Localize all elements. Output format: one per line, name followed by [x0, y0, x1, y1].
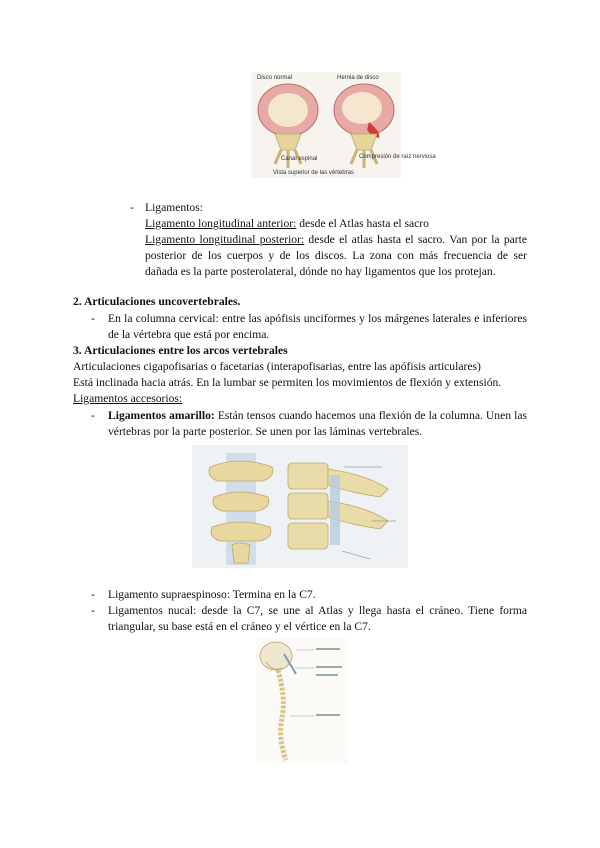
ligamento-supraespinoso-item: Ligamento supraespinoso: Termina en la C7. [108, 588, 316, 601]
ligamento-nucal-item: Ligamentos nucal: desde la C7, se une al Atlas y llega hasta el cráneo. Tiene forma triangular, su base está en el cráneo y el vértice en la C7. [108, 604, 527, 633]
section-2-heading: 2. Articulaciones uncovertebrales. [73, 295, 241, 308]
list-dash: - [91, 409, 95, 422]
list-dash: - [91, 312, 95, 325]
nuchal-ligament-figure [256, 638, 348, 764]
ligamento-posterior-text: desde el atlas hasta el sacro. Van por la parte posterior de los cuerpos y de los discos. La zona con más frecuencia de ser dañada es la parte posterolateral, dónde no hay ligamentos que los protejan. [145, 233, 527, 278]
ligamento-posterior-name: Ligamento longitudinal posterior: [145, 233, 305, 246]
ligamentum-flavum-figure [192, 445, 408, 568]
label-nerve-compression: Compresión de raíz nerviosa [359, 154, 436, 160]
section-3-line-2: Está inclinada hacia atrás. En la lumbar se permiten los movimientos de flexión y extensión. [73, 376, 502, 389]
label-normal-disc: Disco normal [257, 75, 293, 81]
accessory-ligaments-heading: Ligamentos accesorios: [73, 392, 183, 405]
ligamento-anterior-name: Ligamento longitudinal anterior: [145, 217, 297, 230]
list-dash: - [91, 604, 95, 617]
label-spinal-canal: Canal espinal [281, 156, 318, 162]
ligamento-amarillo-item [108, 408, 527, 440]
section-2-item: En la columna cervical: entre las apófisis unciformes y los márgenes laterales e inferiores de la vértebra que está por encima. [108, 312, 527, 341]
disc-herniation-illustration [251, 72, 436, 178]
list-dash: - [91, 588, 95, 601]
ligamento-amarillo-text: Están tensos cuando hacemos una flexión de la columna. Unen las vértebras por la parte posterior. Se unen por las láminas vertebrales. [108, 409, 527, 438]
ligamento-anterior [145, 216, 525, 232]
ligamento-amarillo-name: Ligamentos amarillo: [108, 409, 215, 422]
ligamentum-flavum-illustration [192, 445, 408, 568]
ligamento-anterior-text: desde el Atlas hasta el sacro [296, 217, 429, 230]
list-dash: - [130, 201, 134, 214]
ligamento-posterior [145, 232, 527, 280]
label-herniated-disc: Hernia de disco [337, 75, 379, 81]
section-3-heading: 3. Articulaciones entre los arcos vertebrales [73, 344, 288, 357]
section-3-line-1: Articulaciones cigapofisarias o facetarias (interapofisarias, entre las apófisis articulares) [73, 360, 481, 373]
disc-herniation-figure [251, 72, 436, 178]
nuchal-ligament-illustration [256, 638, 348, 764]
figure-caption: Vista superior de las vértebras [273, 170, 354, 176]
ligamentos-heading: Ligamentos: [145, 201, 203, 214]
